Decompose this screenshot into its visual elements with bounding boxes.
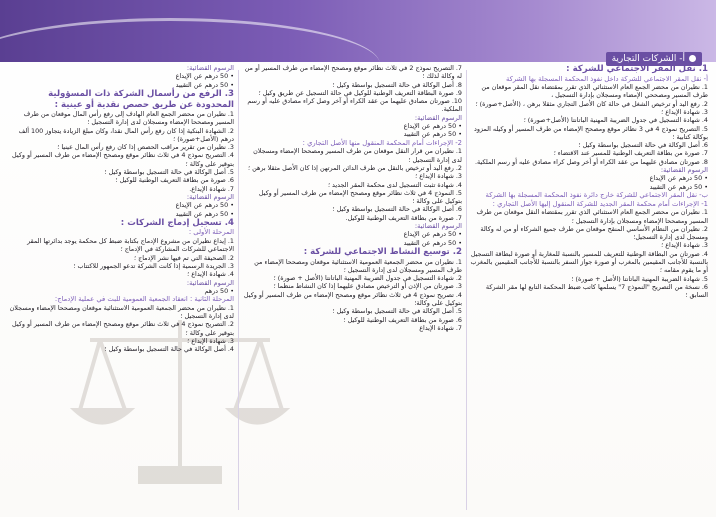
list-item: 2. رفع اليد أو ترخيص الشغل في حالة كان الأصل التجاري مثقلا برهن ، (الأصل+صورة) ؛: [475, 99, 708, 108]
subsection-heading: أ- نقل المقر الاجتماعي للشركة داخل نفوذ المحكمة المسجلة بها الشركة: [506, 74, 708, 83]
fees-heading: الرسوم القضائية:: [414, 113, 462, 122]
column-divider: [238, 70, 239, 510]
list-item: 3. نظيران من تقرير مراقب الحصص إذا كان رفع رأس المال عينيا ؛: [57, 143, 234, 152]
list-item: 7. صورة من بطاقة التعريف الوطنية للوكيل.: [345, 213, 462, 222]
column-right: [470, 64, 708, 512]
list-item: 2. الصحيفة التي تم فيها نشر الإدماج ؛: [134, 253, 234, 262]
subsection-heading: المرحلة الأولى :: [188, 228, 234, 237]
fees-heading: الرسوم القضائية:: [414, 222, 462, 231]
list-item: 1. نظيران من محضر الجمعية العمومية الاستثنائية موقعان ومصححا الإمضاء من طرف المسير ومسجلان لدى إدارة التسجيل ؛: [254, 257, 462, 274]
list-item: 6. صورة من بطاقة التعريف الوطنية للوكيل ؛: [115, 176, 234, 185]
list-item: 1. إيداع نظيران من مشروع الإدماج بكتابة ضبط كل محكمة يوجد بدائرتها المقر الاجتماعي للشركات المشاركة في الإدماج ؛: [27, 237, 234, 254]
list-item: 2. نظيران من النظام الأساسي المنقح موقعان من طرف جميع الشركاء أو من له وكالة ومسجل لدى إدارة التسجيل؛: [480, 224, 708, 242]
list-item: 6. نسخة من التصريح "النموذج 7" يسلمها كاتب ضبط المحكمة التابع لها مقر الشركة السابق ؛: [485, 282, 708, 300]
fees-heading: الرسوم القضائية:: [186, 192, 234, 201]
subsection-heading: المرحلة الثانية : انعقاد الجمعية العمومية للبت في عملية الإدماج:: [54, 295, 234, 304]
list-item: 1. نظيران من محضر الجمع العام الاستثنائي الذي تقرر بمقتضاه النقل موقعان من طرف المسير ومصححا الإمضاء ومسجلان بإدارة التسجيل ؛: [476, 208, 708, 225]
list-item: 2. شهادة التسجيل في جدول الضريبة المهنية الباتانتا (الأصل + صورة) ؛: [273, 274, 462, 283]
list-item: 2. الشهادة البنكية إذا كان رفع رأس المال نقدا، وكان مبلغ الزيادة يتجاوز 100 ألف درهم (الأصل+صورة) ؛: [18, 126, 234, 143]
list-item: 9. صورة البطاقة التعريف الوطنية للوكيل في حالة التسجيل عن طريق وكيل ؛: [258, 88, 462, 97]
list-item: 6. أصل الوكالة في حالة التسجيل بواسطة وكيل ؛: [332, 205, 462, 214]
list-item: 7. التصريح نموذج 2 في ثلاث نظائر موقع ومصحح الإمضاء من طرف المسير أو من له وكالة لذلك ؛: [244, 64, 462, 81]
list-item: 7. شهادة الإيداع.: [189, 184, 234, 193]
list-item: • 50 درهم عن التقييد: [403, 238, 462, 247]
list-item: • 50 درهم عن الإيداع: [175, 201, 234, 210]
subsection-heading: 2- الإجراءات أمام المحكمة المنقول منها الأصل التجاري :: [302, 138, 462, 147]
list-item: 5. شهادة الضريبة المهنية الباتانتا (الأصل + صورة) ؛: [571, 274, 708, 283]
list-item: • 50 درهم عن التقييد: [175, 209, 234, 218]
list-item: • 50 درهم عن التقييد: [403, 130, 462, 139]
section-heading: 2. توسيع النشاط الاجتماعي للشركة :: [303, 247, 462, 258]
fees-heading: الرسوم القضائية:: [186, 278, 234, 287]
list-item: 3. شهادة الإيداع ؛: [415, 172, 462, 181]
list-item: • 50 درهم عن التقييد: [649, 182, 708, 191]
section-heading: 3. الرفع من رأسمال الشركة ذات المسؤولية المحدودة عن طريق حصص نقدية أو عينية :: [48, 89, 234, 110]
list-item: 3. الجريدة الرسمية إذا كانت الشركة تدعو الجمهور للاكتتاب ؛: [73, 261, 234, 270]
list-item: 1. نظيران من محضر الجمعية العمومية الاستثنائية موقعان ومصححا الإمضاء ومسجلان لدى إدارة التسجيل ؛: [9, 303, 234, 321]
list-item: 3. صورتان من الإذن أو الترخيص مصادق عليهما إذا كان النشاط منظما ؛: [273, 282, 462, 291]
list-item: 4. شهادة تثبت التسجيل لدى محكمة المقر الجديد ؛: [327, 180, 462, 189]
column-left: [8, 64, 234, 512]
list-item: • 50 درهم عن الإيداع: [649, 174, 708, 183]
list-item: 3. شهادة الإيداع ؛: [661, 107, 708, 116]
section-heading: 1. نقل المقر الاجتماعي للشركة :: [566, 64, 708, 74]
subsection-heading: 1- الإجراءات أمام محكمة المقر الجديد للشركة المنقول إليها الأصل التجاري :: [492, 199, 708, 208]
list-item: • 50 درهم عن الإيداع: [175, 72, 234, 81]
list-item: 5. التصريح نموذج 4 في 3 نظائر موقع ومصحح الإمضاء من طرف المسير أو وكيله المزود بوكالة كتابية ؛: [473, 124, 708, 141]
list-item: 4. شهادة التسجيل في جدول الضريبة المهنية الباتانتا (الأصل+صورة) ؛: [523, 116, 708, 125]
bullet-icon: [689, 55, 696, 62]
list-item: 4. تصريح نموذج 4 في ثلاث نظائر موقع ومصحح الإمضاء من طرف المسير أو وكيل بتوكيل على وكالة؛: [243, 290, 462, 308]
list-item: 2. رفع اليد أو ترخيص بالنقل من طرف الدائن المرتهن إذا كان الأصل مثقلا برهن ؛: [248, 163, 462, 172]
list-item: 4. شهادة الإيداع ؛: [187, 270, 234, 279]
section-heading: 4. تسجيل إدماج الشركات :: [120, 217, 234, 228]
section-title: أ- الشركات التجارية: [611, 54, 685, 64]
list-item: 6. أصل الوكالة في حالة التسجيل بواسطة وكيل ؛: [578, 141, 708, 150]
list-item: 5. أصل الوكالة في حالة التسجيل بواسطة وكيل ؛: [104, 168, 234, 177]
list-item: • 50 درهم عن الإيداع: [403, 230, 462, 239]
list-item: • 50 درهم عن التقييد: [175, 80, 234, 89]
list-item: 2. التصريح نموذج 4 في ثلاث نظائر موقع ومصحح الإمضاء من طرف المسير أو وكيل بتوقير على وكالة ؛: [12, 320, 234, 337]
subsection-heading: ب- نقل المقر الاجتماعي للشركة خارج دائرة نفوذ المحكمة المسجلة بها الشركة: [485, 191, 708, 200]
list-item: 7. صورة من بطاقة التعريف الوطنية للمسير عند الاقتضاء ؛: [553, 149, 708, 158]
list-item: 10. صورتان مصادق عليهما من عقد الكراء أو آخر وصل كراء مصادق عليه أو رسم الملكية.: [247, 97, 462, 114]
list-item: • 50 درهم: [204, 286, 234, 295]
list-item: 8. أصل الوكالة في حالة التسجيل بواسطة وكيل ؛: [332, 80, 462, 89]
column-middle: [242, 64, 462, 512]
list-item: 4. التصريح نموذج 4 في ثلاث نظائر موقع ومصحح الإمضاء من طرف المسير أو وكيل بتوقير على وكالة ؛: [12, 151, 234, 168]
list-item: 6. صورة من بطاقة التعريف الوطنية للوكيل ؛: [343, 315, 462, 324]
fees-heading: الرسوم القضائية:: [660, 166, 708, 175]
list-item: 1. نظيران من محضر الجمع العام الهادف إلى رفع رأس المال موقعان من طرف المسير ومصححا الإمضاء ومسجلان لدى إدارة التسجيل ؛: [23, 110, 234, 127]
list-item: 5. النموذج 4 في ثلاث نظائر موقع ومصحح الإمضاء من طرف المسير أو وكيل بتوكيل على وكالة ؛: [258, 188, 462, 206]
list-item: 3. شهادة الإيداع ؛: [661, 241, 708, 250]
list-item: 4. صورتان من البطاقة الوطنية للتعريف للمسير بالنسبة للمغاربة أو صورة لبطاقة التسجيل بالنسبة للأجانب المقيمين بالمغرب أو صورة جواز السفر بالنسبة للأجانب المقيمين بالمغرب أو ما يقوم مقامه ؛: [470, 249, 708, 275]
fees-heading: الرسوم القضائية:: [186, 64, 234, 72]
column-divider: [466, 70, 467, 510]
list-item: 1. نظيران من قرار النقل موقعان من طرف المسير ومصححا الإمضاء ومسجلان لدى إدارة التسجيل ؛: [253, 147, 462, 164]
list-item: • 50 درهم عن الإيداع: [403, 122, 462, 131]
list-item: 1. نظيران من محضر الجمع العام الاستثنائي الذي تقرر بمقتضاه نقل المقر موقعان من طرف المسير ومصححي الإمضاء ومسجلان بإدارة التسجيل ،: [481, 83, 708, 100]
list-item: 3. شهادة الإيداع ؛: [187, 337, 234, 346]
list-item: 7. شهادة الإيداع: [419, 323, 462, 332]
list-item: 4. أصل الوكالة في حالة التسجيل بواسطة وكيل ؛: [104, 345, 234, 354]
list-item: 5. أصل الوكالة في حالة التسجيل بواسطة وكيل ؛: [332, 307, 462, 316]
list-item: 8. صورتان مصادق عليهما من عقد الكراء أو أخر وصل كراء مصادق عليه أو رسم الملكية.: [474, 157, 708, 166]
